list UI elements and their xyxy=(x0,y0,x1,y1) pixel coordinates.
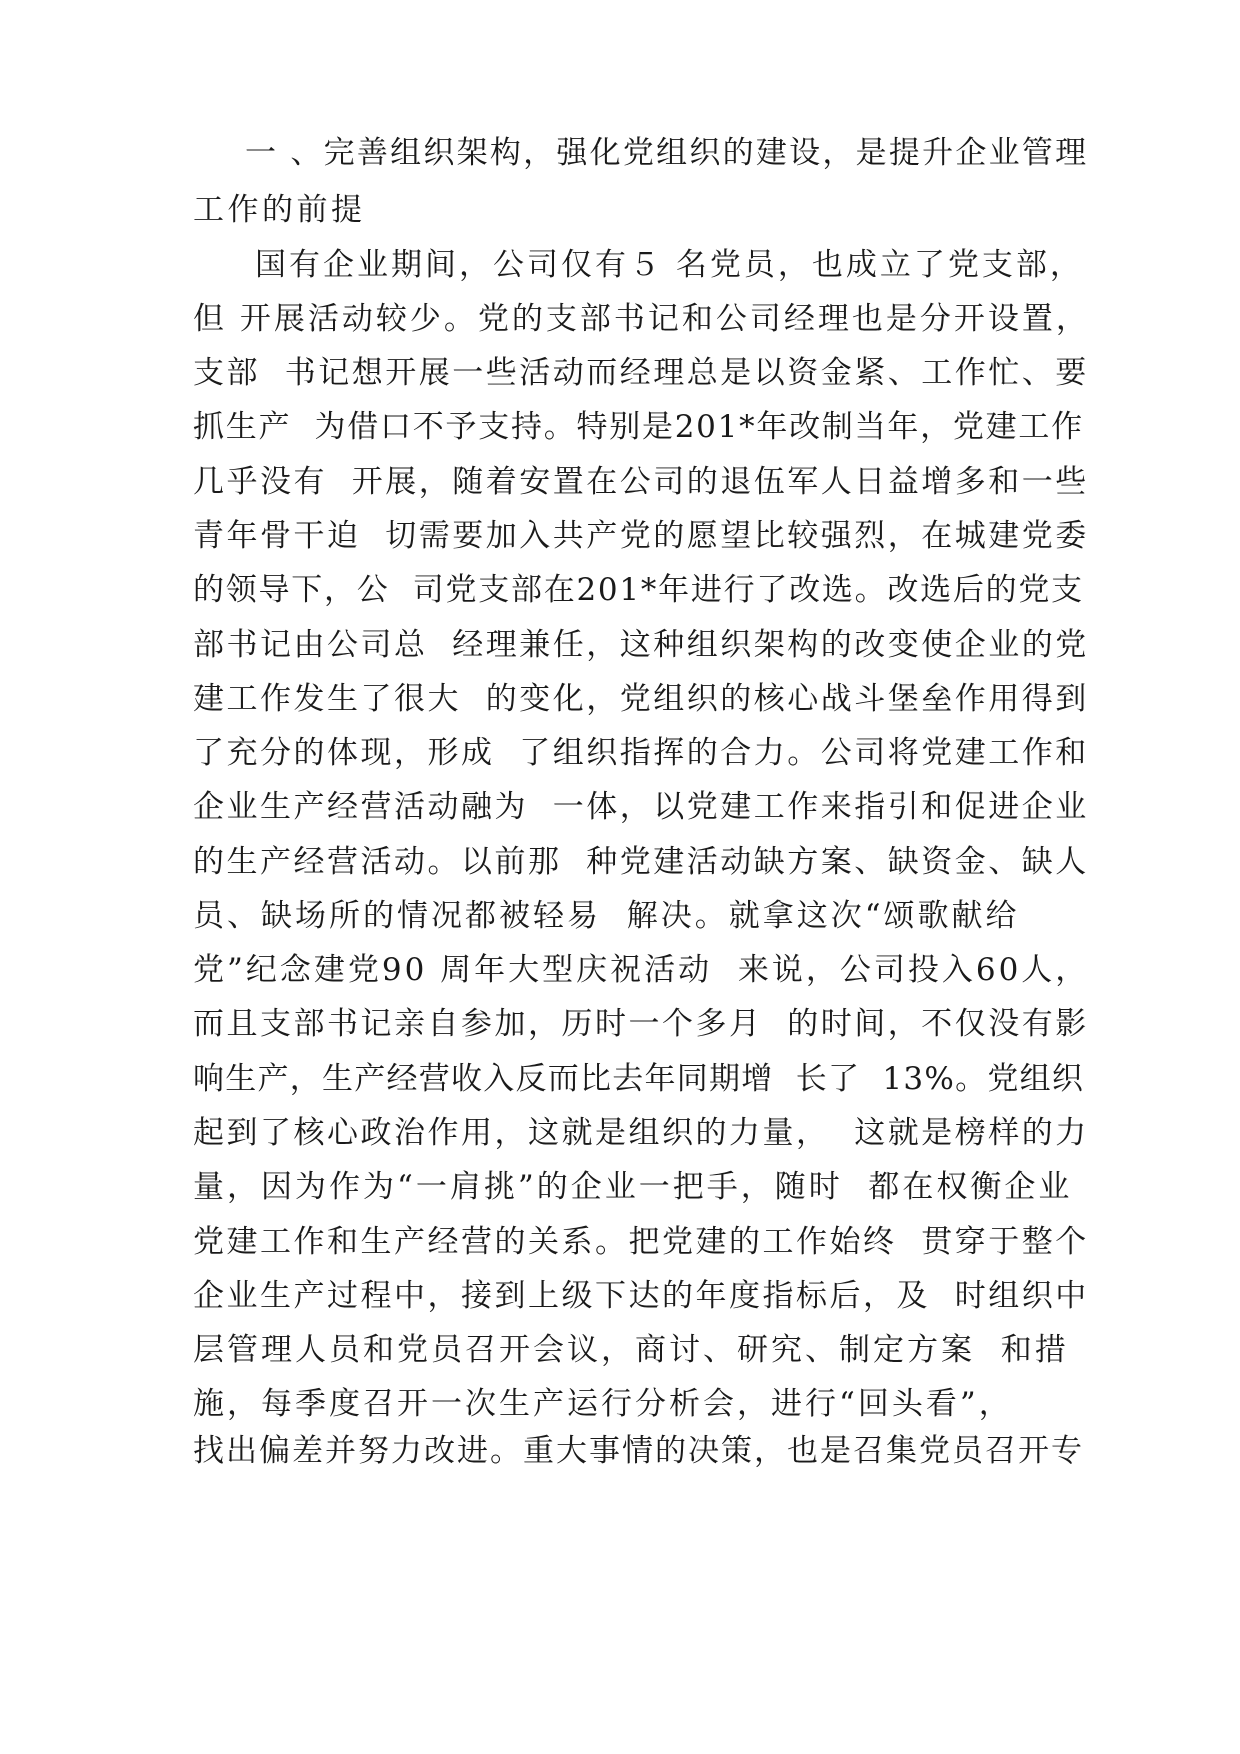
paragraph-line-3: 支部 书记想开展一些活动而经理总是以资金紧、工作忙、要 xyxy=(193,355,1089,391)
paragraph-line-11: 企业生产经营活动融为 一体，以党建工作来指引和促进企业 xyxy=(193,789,1089,825)
paragraph-line-10: 了充分的体现，形成 了组织指挥的合力。公司将党建工作和 xyxy=(193,735,1089,771)
paragraph-line-23: 找出偏差并努力改进。重大事情的决策，也是召集党员召开专 xyxy=(193,1433,1084,1469)
paragraph-line-12: 的生产经营活动。以前那 种党建活动缺方案、缺资金、缺人 xyxy=(193,844,1089,880)
paragraph-line-15: 而且支部书记亲自参加，历时一个多月 的时间，不仅没有影 xyxy=(193,1006,1089,1042)
paragraph-line-2: 但 开展活动较少。党的支部书记和公司经理也是分开设置， xyxy=(193,301,1090,337)
paragraph-line-6: 青年骨干迫 切需要加入共产党的愿望比较强烈，在城建党委 xyxy=(193,518,1089,554)
paragraph-line-1: 国有企业期间，公司仅有５ 名党员，也成立了党支部， xyxy=(255,247,1084,283)
paragraph-line-9: 建工作发生了很大 的变化，党组织的核心战斗堡垒作用得到 xyxy=(193,681,1089,717)
paragraph-line-21: 层管理人员和党员召开会议，商讨、研究、制定方案 和措 xyxy=(193,1332,1069,1368)
paragraph-line-13: 员、缺场所的情况都被轻易 解决。就拿这次“颂歌献给 xyxy=(193,898,1020,934)
paragraph-line-4: 抓生产 为借口不予支持。特别是201*年改制当年，党建工作 xyxy=(193,409,1084,445)
heading-line-1: 一 、完善组织架构，强化党组织的建设，是提升企业管理 xyxy=(245,135,1089,171)
paragraph-line-20: 企业生产过程中，接到上级下达的年度指标后，及 时组织中 xyxy=(193,1278,1089,1314)
paragraph-line-14: 党”纪念建党90 周年大型庆祝活动 来说，公司投入60人， xyxy=(193,952,1090,988)
paragraph-line-5: 几乎没有 开展，随着安置在公司的退伍军人日益增多和一些 xyxy=(193,464,1089,500)
paragraph-line-16: 响生产，生产经营收入反而比去年同期增 长了 13%。党组织 xyxy=(193,1061,1085,1097)
heading-line-2: 工作的前提 xyxy=(193,192,366,228)
paragraph-line-17: 起到了核心政治作用，这就是组织的力量， 这就是榜样的力 xyxy=(193,1115,1089,1151)
paragraph-line-22: 施，每季度召开一次生产运行分析会，进行“回头看”， xyxy=(193,1386,1013,1422)
paragraph-line-7: 的领导下，公 司党支部在201*年进行了改选。改选后的党支 xyxy=(193,572,1084,608)
paragraph-line-8: 部书记由公司总 经理兼任，这种组织架构的改变使企业的党 xyxy=(193,627,1089,663)
paragraph-line-19: 党建工作和生产经营的关系。把党建的工作始终 贯穿于整个 xyxy=(193,1224,1089,1260)
paragraph-line-18: 量，因为作为“一肩挑”的企业一把手，随时 都在权衡企业 xyxy=(193,1169,1073,1205)
